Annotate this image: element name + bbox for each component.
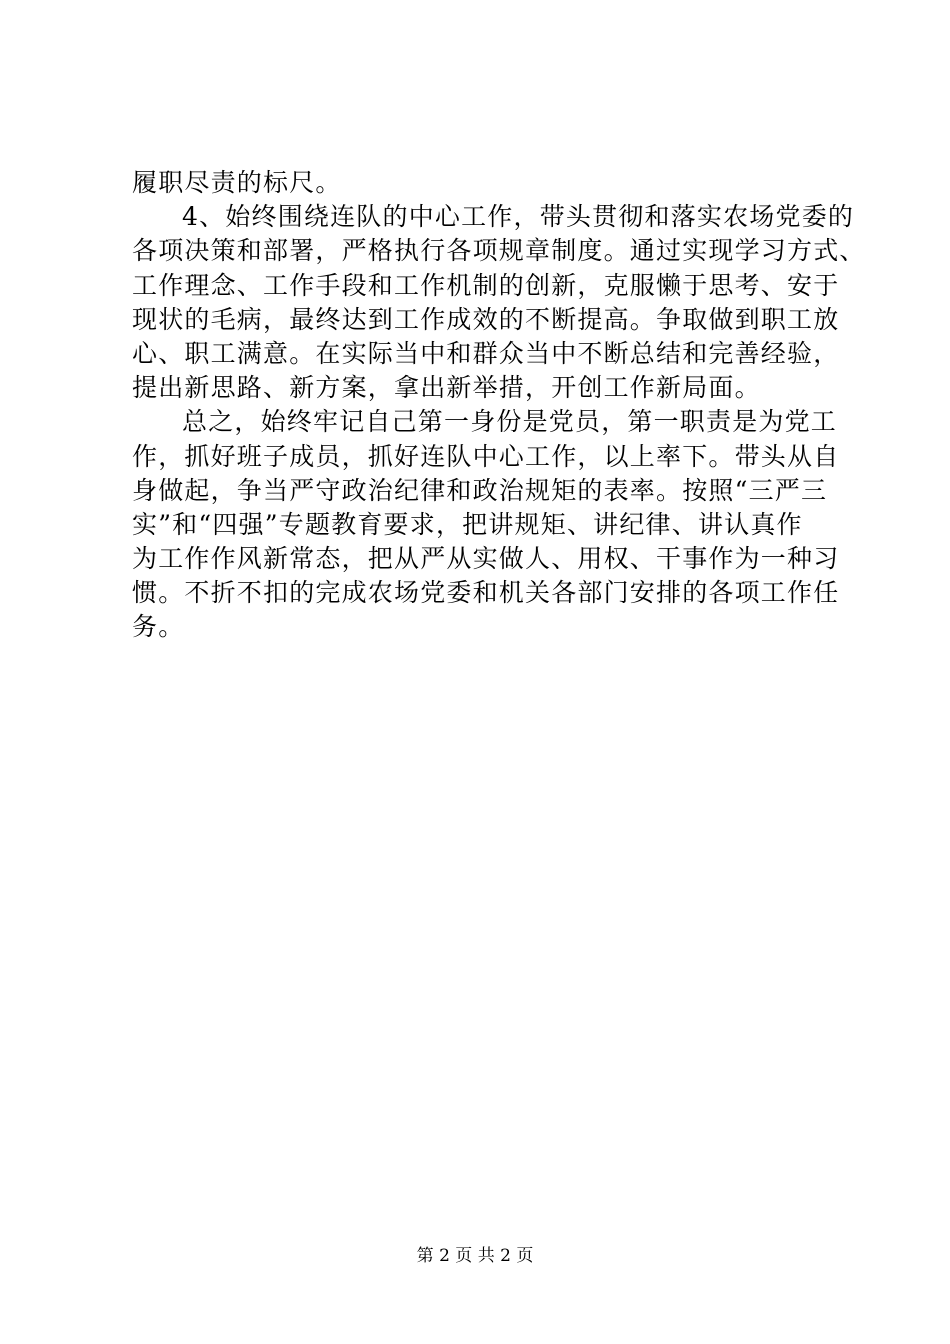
text-line: 现状的毛病，最终达到工作成效的不断提高。争取做到职工放: [132, 304, 840, 334]
text-line: 惯。不折不扣的完成农场党委和机关各部门安排的各项工作任: [132, 578, 840, 608]
document-body: [132, 166, 866, 645]
text-line: 总之，始终牢记自己第一身份是党员，第一职责是为党工: [182, 407, 838, 437]
text-line: 工作理念、工作手段和工作机制的创新，克服懒于思考、安于: [132, 270, 840, 300]
text-line: 履职尽责的标尺。: [132, 168, 342, 197]
text-line: 作，抓好班子成员，抓好连队中心工作，以上率下。带头从自: [132, 441, 840, 471]
text-line: 心、职工满意。在实际当中和群众当中不断总结和完善经验，: [132, 338, 840, 368]
text-line: 提出新思路、新方案，拿出新举措，开创工作新局面。: [132, 373, 761, 403]
text-line: 4、始终围绕连队的中心工作，带头贯彻和落实农场党委的: [182, 202, 855, 232]
text-line: 各项决策和部署，严格执行各项规章制度。通过实现学习方式、: [132, 236, 866, 266]
text-line: 身做起，争当严守政治纪律和政治规矩的表率。按照“三严三: [132, 475, 828, 505]
page-number-footer: 第 2 页 共 2 页: [416, 1246, 534, 1266]
text-line: 实”和“四强”专题教育要求，把讲规矩、讲纪律、讲认真作: [132, 509, 803, 539]
text-line: 务。: [132, 612, 185, 642]
text-line: 为工作作风新常态，把从严从实做人、用权、干事作为一种习: [132, 544, 840, 574]
